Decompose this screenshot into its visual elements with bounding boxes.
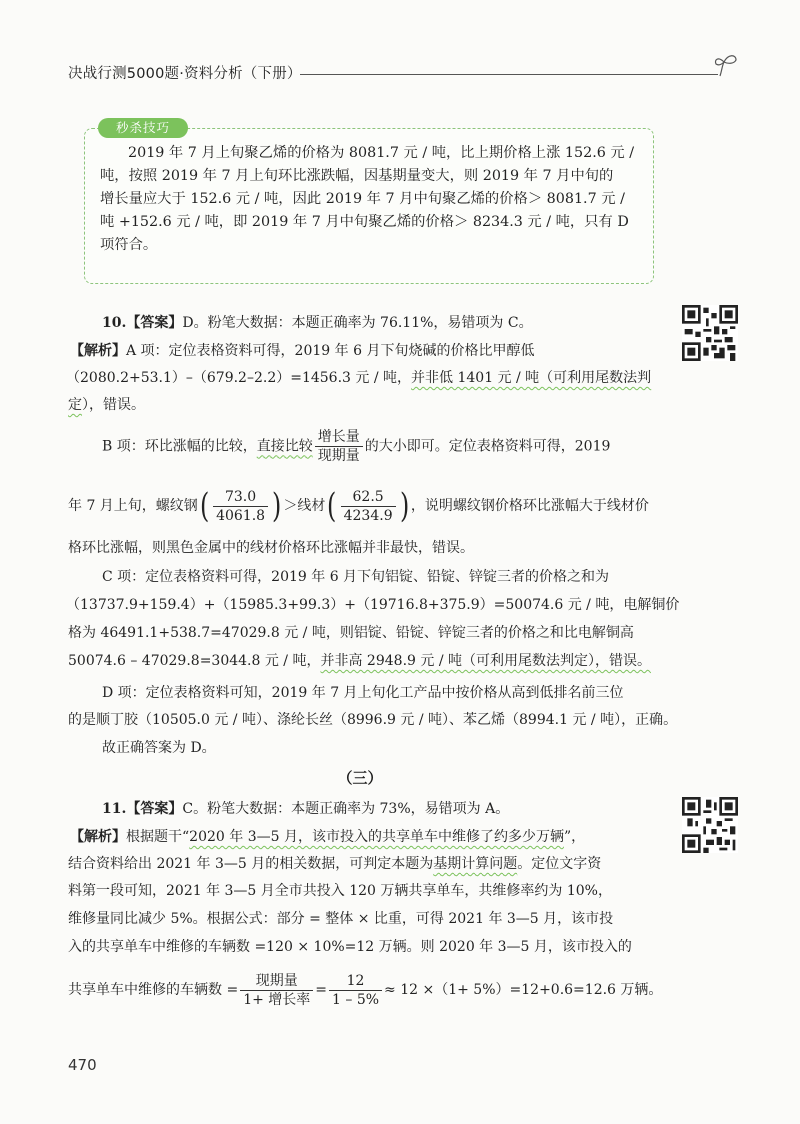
q10-conclusion: 故正确答案为 D。 [102,740,216,756]
q11-method: 基期计算问题 [433,856,518,872]
equals-sign: = [315,982,328,998]
q10-a-text: A 项：定位表格资料可得，2019 年 6 月下旬烧碱的价格比甲醇低 [126,343,535,359]
tip-line: 2019 年 7 月上旬聚乙烯的价格为 8081.7 元 / 吨，比上期价格上涨 152.6 元 / [128,145,635,161]
q10-c-calc: 50074.6 – 47029.8=3044.8 元 / 吨， [68,653,321,669]
frac-denominator: 4061.8 [216,507,266,524]
paren-right: ) [399,486,409,526]
tip-tag: 秒杀技巧 [98,118,188,138]
q11-line4: 维修量同比减少 5%。根据公式：部分 = 整体 × 比重，可得 2021 年 3—5 月，该市投 [68,911,614,927]
q10-b-line2 [68,486,649,526]
qr-code-icon[interactable] [682,797,738,853]
frac-numerator: 12 [329,972,382,991]
paren-left: ( [327,486,337,526]
q10-b-method: 直接比较 [256,438,313,455]
q11-text: 共享单车中维修的车辆数 = [68,982,239,998]
q10-a-note-end: 定 [68,397,82,413]
q11-frac-value [329,972,382,1009]
q11-question-quote: 2020 年 3—5 月，该市投入的共享单车中维修了约多少万辆 [189,829,564,845]
q10-b-line3: 格环比涨幅，则黑色金属中的线材价格环比涨幅并非最快，错误。 [68,540,474,556]
q10-c-line2: （13737.9+159.4）+（15985.3+99.3）+（19716.8+375.9）=50074.6 元 / 吨，电解铜价 [66,597,680,613]
q10-b-frac-wire [341,488,396,525]
q10-c-line3: 格为 46491.1+538.7=47029.8 元 / 吨，则铝锭、铅锭、锌锭三者的价格之和比电解铜高 [68,625,634,641]
frac-denominator: 1 – 5% [332,991,380,1008]
frac-denominator: 1+ 增长率 [243,991,311,1008]
qr-code-icon[interactable] [682,305,738,361]
q10-a-line2 [66,367,651,387]
q11-line1 [70,826,585,846]
q10-analysis-line [70,340,534,360]
q10-c-line1: C 项：定位表格资料可得，2019 年 6 月下旬铝锭、铅锭、锌锭三者的价格之和为 [102,569,610,585]
q11-answer [102,798,509,818]
q10-b-frac-rebar [213,488,268,525]
tip-line: 项符合。 [100,237,158,253]
q10-b-text3: 年 7 月上旬，螺纹钢 [68,498,198,514]
paren-right: ) [272,486,282,526]
frac-numerator: 73.0 [213,488,268,507]
q10-answer [102,312,533,332]
q10-b-text2: 的大小即可。定位表格资料可得，2019 [364,438,611,455]
q10-analysis-label: 【解析】 [70,343,126,359]
section-title: （三） [337,769,383,787]
tip-text [100,142,640,257]
tip-line: 吨，按照 2019 年 7 月上旬环比涨跌幅，因基期量变大，则 2019 年 7 月中旬的 [100,168,614,184]
q10-d-line2: 的是顺丁胶（10505.0 元 / 吨）、涤纶长丝（8996.9 元 / 吨）、苯乙烯（8994.1 元 / 吨），正确。 [68,712,678,728]
q10-a-note: 并非低 1401 元 / 吨（可利用尾数法判 [411,370,652,386]
frac-denominator: 4234.9 [343,507,393,524]
q11-text: 。定位文字资 [517,856,602,872]
tip-line: 吨 +152.6 元 / 吨，即 2019 年 7 月中旬聚乙烯的价格＞ 8234.3 元 / 吨，只有 D [100,214,629,230]
q11-line6 [68,970,662,1010]
q11-line3: 料第一段可知，2021 年 3—5 月全市共投入 120 万辆共享单车，共维修率约为 10%， [68,883,612,899]
q10-b-text4: ，说明螺纹钢价格环比涨幅大于线材价 [410,498,649,514]
q10-a-verdict: ），错误。 [82,397,145,413]
q10-answer-label: 10.【答案】 [102,315,183,331]
frac-numerator: 62.5 [341,488,396,507]
running-header-title: 决战行测5000题·资料分析（下册） [68,66,302,82]
q11-text: 根据题干“ [126,829,190,845]
frac-numerator: 现期量 [240,972,313,991]
q10-b-compare: ＞线材 [283,498,326,514]
q11-result: ≈ 12 ×（1+ 5%）=12+0.6=12.6 万辆。 [384,982,663,998]
q10-b-text: B 项：环比涨幅的比较， [102,438,257,455]
sprout-icon [712,52,742,80]
q10-d-line1: D 项：定位表格资料可知，2019 年 7 月上旬化工产品中按价格从高到低排名前三位 [102,685,624,701]
tip-line: 增长量应大于 152.6 元 / 吨，因此 2019 年 7 月中旬聚乙烯的价格＞ 8081.7 元 / [100,191,625,207]
paren-left: ( [199,486,210,526]
q11-answer-label: 11.【答案】 [102,801,183,817]
page-number: 470 [68,1056,97,1074]
q11-line5: 入的共享单车中维修的车辆数 =120 × 10%=12 万辆。则 2020 年 3—5 月，该市投入的 [68,939,632,955]
q10-c-line4 [68,650,651,670]
q10-b-line1 [102,428,610,465]
q10-a-calc: （2080.2+53.1）–（679.2–2.2）=1456.3 元 / 吨， [66,370,412,386]
q11-text: ”， [563,829,586,845]
q10-c-note: 并非高 2948.9 元 / 吨（可利用尾数法判定），错误。 [320,653,651,669]
q10-b-fraction [315,428,363,465]
frac-numerator: 增长量 [315,428,363,447]
q10-a-line3 [68,394,145,414]
frac-denominator: 现期量 [317,448,360,464]
q10-answer-text: D。粉笔大数据：本题正确率为 76.11%，易错项为 C。 [182,315,533,331]
q11-answer-text: C。粉笔大数据：本题正确率为 73%，易错项为 A。 [182,801,510,817]
header-rule [300,74,718,75]
q11-analysis-label: 【解析】 [70,829,126,845]
q11-line2 [68,853,601,873]
q11-frac-formula [240,972,313,1009]
q11-text: 结合资料给出 2021 年 3—5 月的相关数据，可判定本题为 [68,856,434,872]
